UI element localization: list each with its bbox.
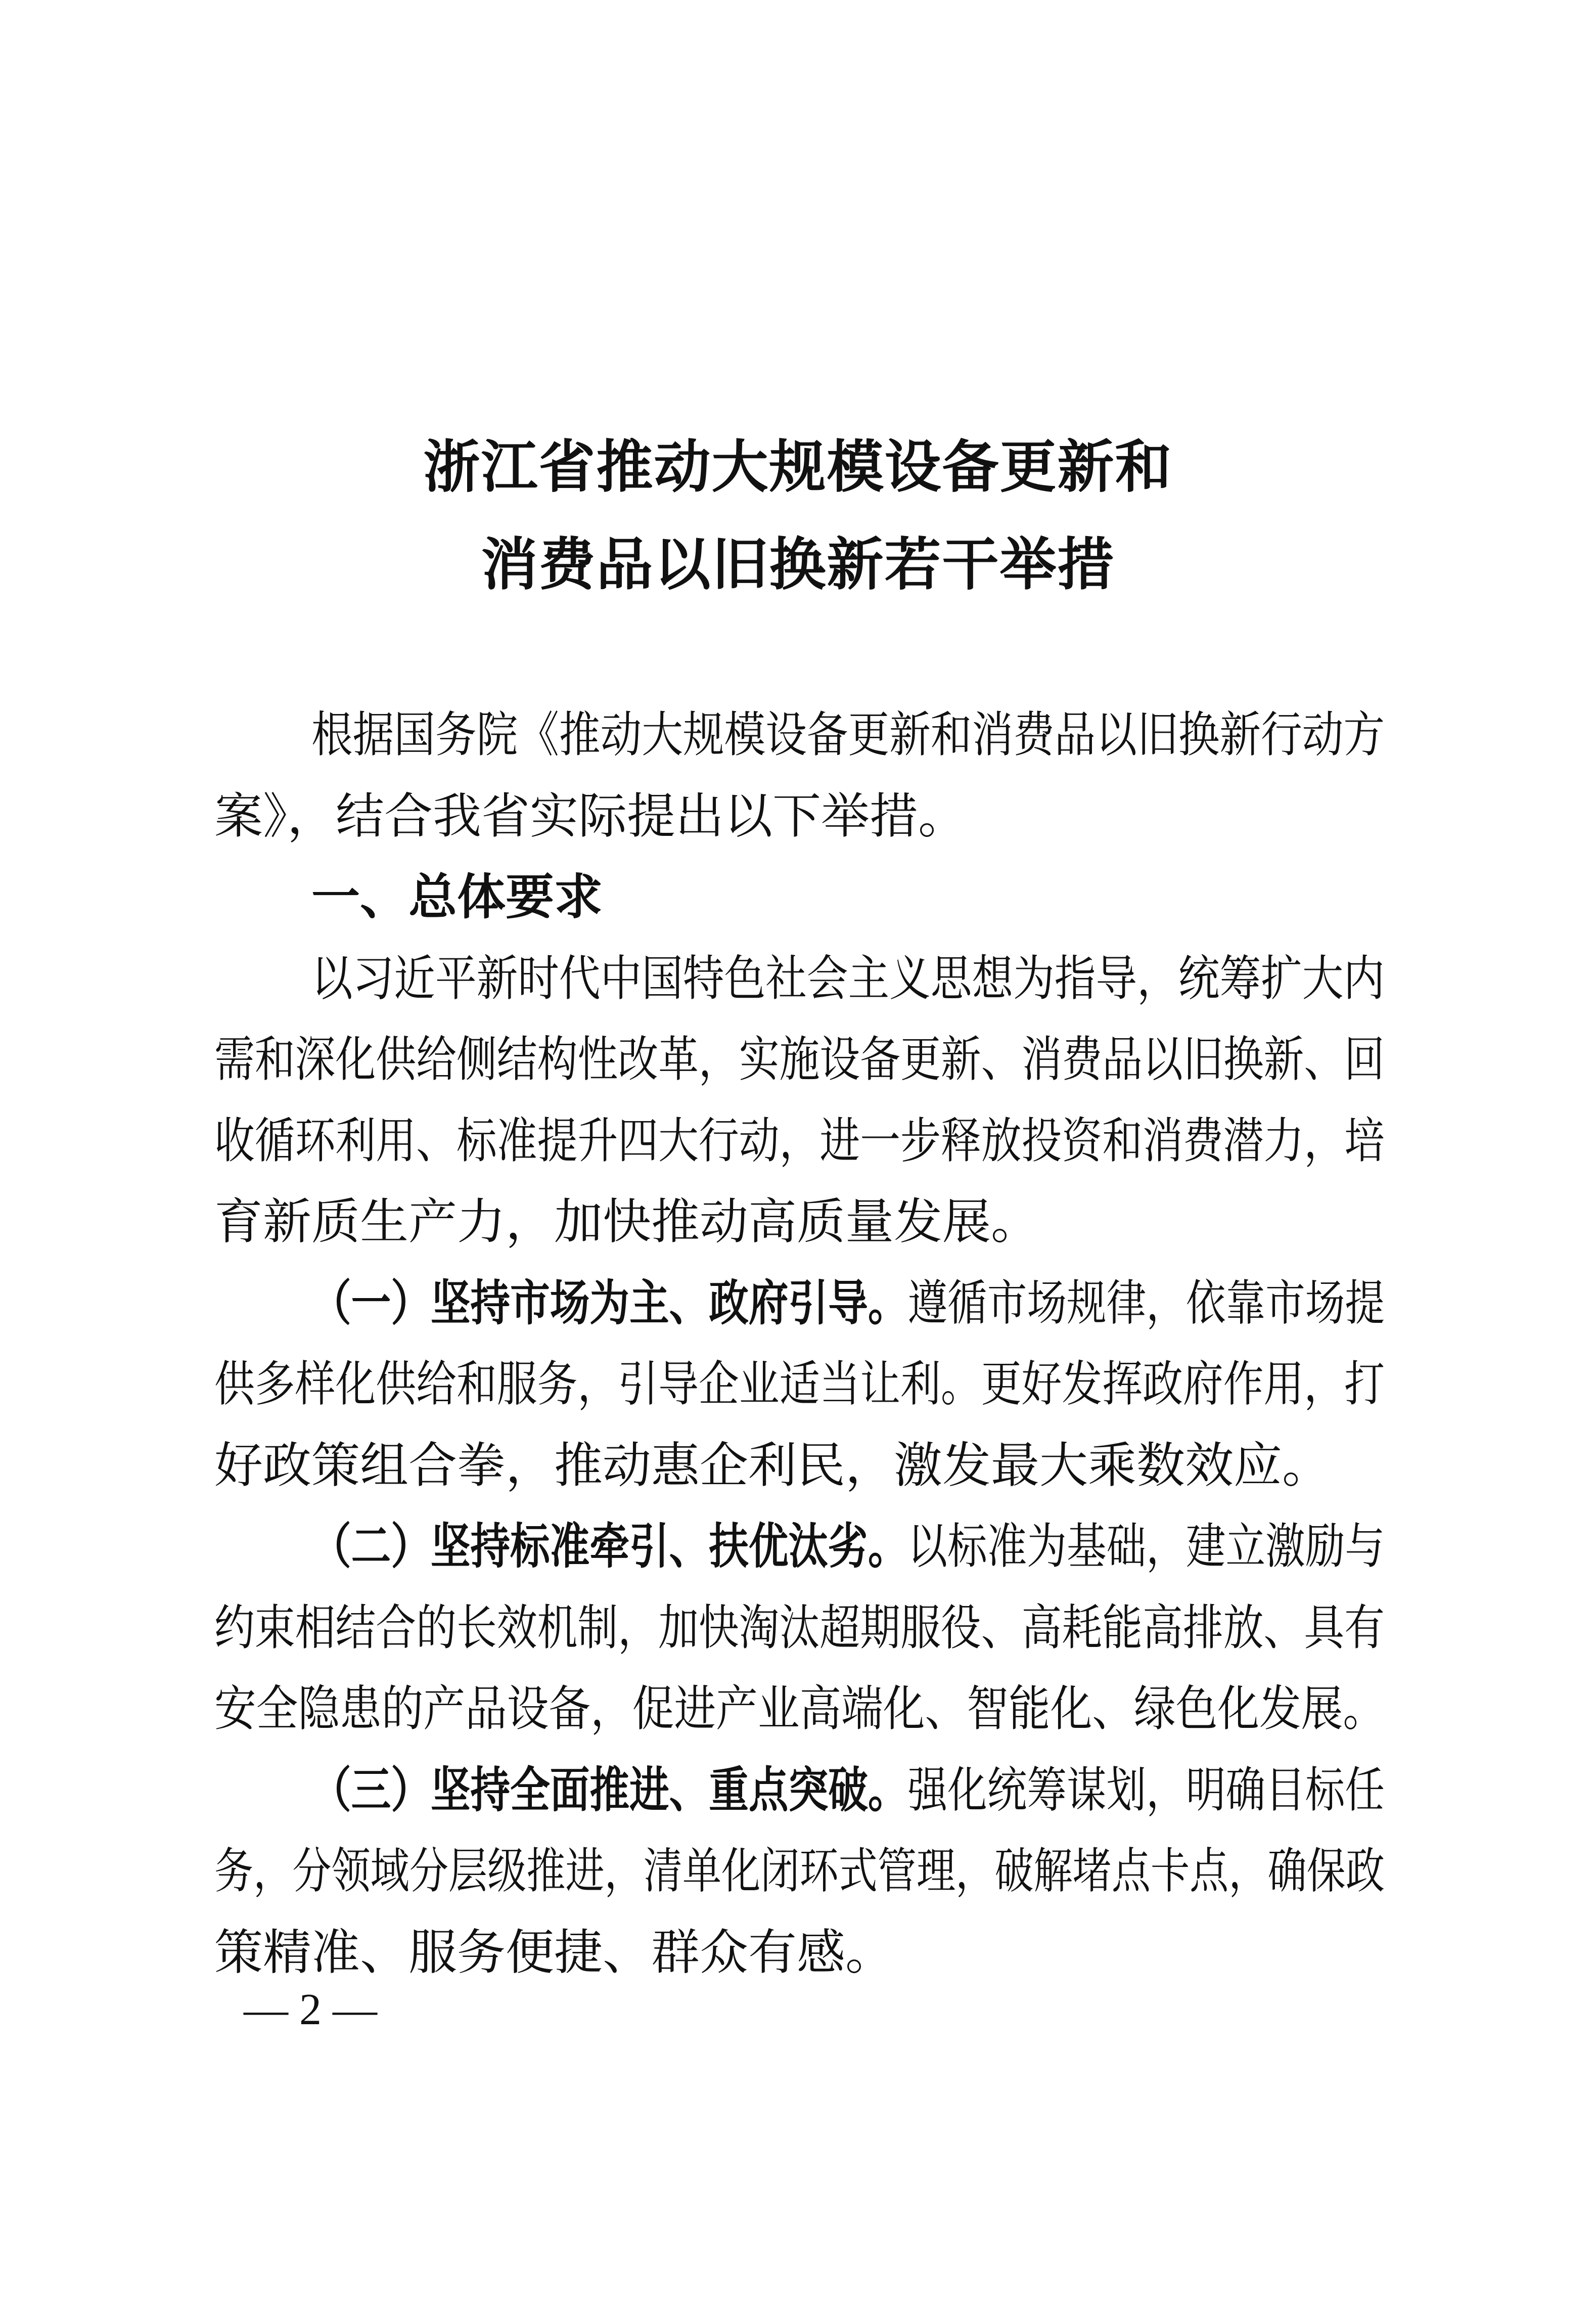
line-text: 收循环利用、标准提升四大行动，进一步释放投资和消费潜力，培 xyxy=(214,1112,1385,1169)
line-text: 以标准为基础，建立激励与 xyxy=(907,1518,1385,1575)
line-text: 安全隐患的产品设备，促进产业高端化、智能化、绿色化发展。 xyxy=(214,1680,1385,1737)
line-text: 以习近平新时代中国特色社会主义思想为指导，统筹扩大内 xyxy=(311,950,1385,1007)
document-title-line-2: 消费品以旧换新若干举措 xyxy=(481,531,1115,598)
body-text-line xyxy=(214,1435,1385,1496)
line-text: 一、总体要求 xyxy=(311,869,603,925)
principle-lead: （二）坚持标准牵引、扶优汰劣。 xyxy=(311,1518,908,1575)
body-text-line xyxy=(311,1273,1385,1333)
line-text: 策精准、服务便捷、群众有感。 xyxy=(214,1924,894,1981)
line-text: 育新质生产力，加快推动高质量发展。 xyxy=(214,1193,1039,1250)
body-text-line xyxy=(311,1516,1385,1577)
body-text-line xyxy=(214,786,1385,846)
body-text-line xyxy=(311,1760,1385,1820)
line-text: 约束相结合的长效机制，加快淘汰超期服役、高耗能高排放、具有 xyxy=(214,1599,1385,1656)
body-text-line xyxy=(311,948,1385,1009)
body-text-line xyxy=(214,1678,1385,1739)
body-text-line xyxy=(214,1110,1385,1171)
document-title-line-1: 浙江省推动大规模设备更新和 xyxy=(423,434,1173,500)
line-text: 需和深化供给侧结构性改革，实施设备更新、消费品以旧换新、回 xyxy=(214,1031,1385,1088)
line-text: 遵循市场规律，依靠市场提 xyxy=(907,1274,1385,1331)
line-text: 强化统筹谋划，明确目标任 xyxy=(907,1761,1385,1818)
line-text: 供多样化供给和服务，引导企业适当让利。更好发挥政府作用，打 xyxy=(214,1356,1385,1412)
line-text: 务，分领域分层级推进，清单化闭环式管理，破解堵点卡点，确保政 xyxy=(214,1843,1385,1899)
principle-lead: （一）坚持市场为主、政府引导。 xyxy=(311,1274,908,1331)
line-text: 根据国务院《推动大规模设备更新和消费品以旧换新行动方 xyxy=(311,706,1385,763)
body-text-line xyxy=(214,1029,1385,1090)
body-text-line xyxy=(214,1597,1385,1658)
line-text: 好政策组合拳，推动惠企利民，激发最大乘数效应。 xyxy=(214,1437,1331,1494)
section-heading xyxy=(311,867,1385,927)
body-text-line xyxy=(214,1354,1385,1414)
line-text: 案》，结合我省实际提出以下举措。 xyxy=(214,787,967,844)
page-number: — 2 — xyxy=(244,1985,377,2034)
body-text-line xyxy=(214,1841,1385,1901)
body-text-line xyxy=(214,1191,1385,1252)
body-text-line xyxy=(214,1922,1385,1983)
principle-lead: （三）坚持全面推进、重点突破。 xyxy=(311,1761,908,1818)
body-text-line xyxy=(311,704,1385,765)
